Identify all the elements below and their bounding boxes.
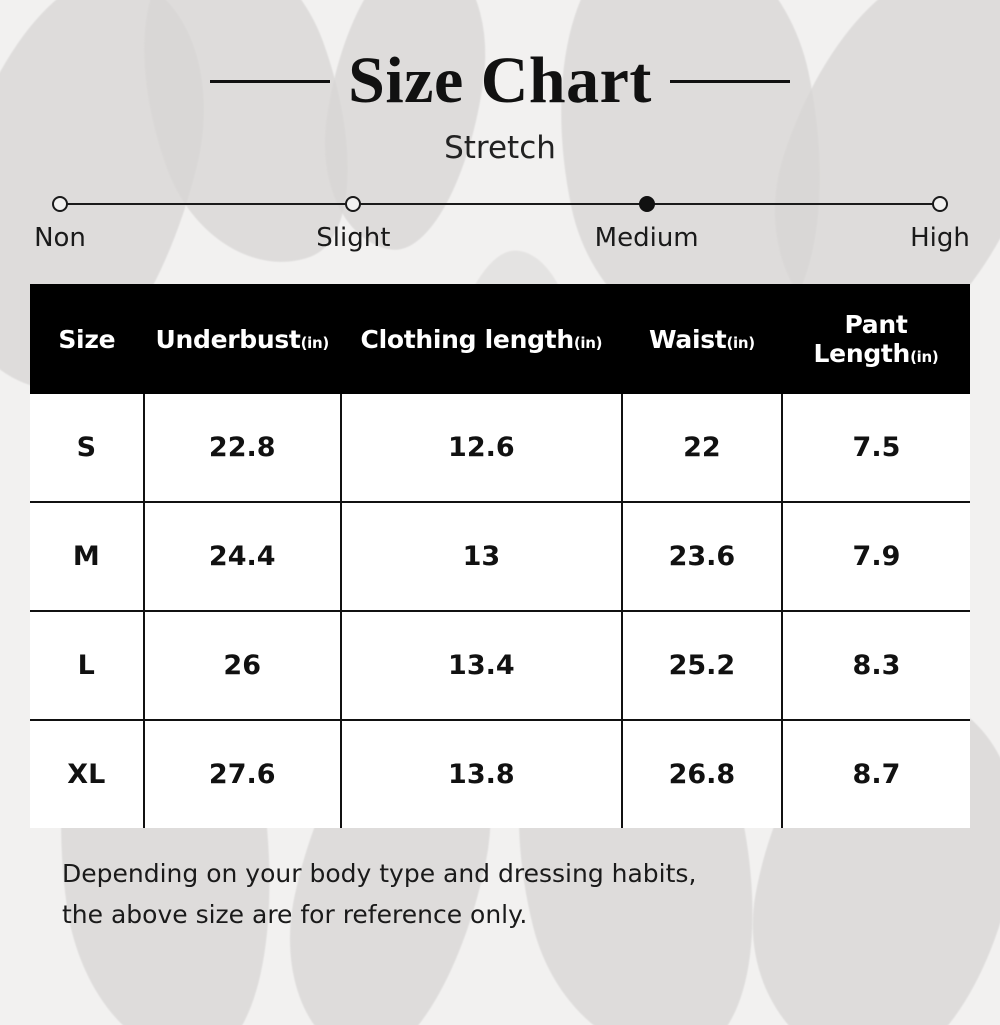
table-row — [30, 394, 970, 502]
footnote-line-2: the above size are for reference only. — [62, 899, 528, 929]
cell-clothing-length: 13 — [341, 502, 622, 611]
page-title — [0, 0, 1000, 117]
stretch-level-non — [30, 192, 90, 253]
column-header-label: Pant Length — [813, 310, 911, 368]
cell-pant-length: 7.5 — [782, 394, 970, 502]
column-header-unit: (in) — [573, 333, 603, 352]
column-header-unit: (in) — [726, 333, 755, 352]
column-header-label: Underbust — [155, 324, 301, 354]
cell-waist: 25.2 — [622, 611, 782, 720]
cell-clothing-length: 13.8 — [341, 720, 622, 828]
cell-clothing-length: 13.4 — [341, 611, 622, 720]
size-table — [30, 284, 970, 828]
table-header-row — [30, 284, 970, 394]
cell-underbust: 22.8 — [144, 394, 341, 502]
cell-size: XL — [30, 720, 144, 828]
stretch-level-label: High — [910, 223, 970, 253]
scale-dot-icon — [345, 196, 361, 212]
cell-clothing-length: 12.6 — [341, 394, 622, 502]
footnote — [62, 854, 1000, 935]
column-header-label: Size — [58, 324, 116, 354]
cell-underbust: 24.4 — [144, 502, 341, 611]
stretch-level-medium — [594, 192, 699, 253]
cell-underbust: 26 — [144, 611, 341, 720]
cell-waist: 23.6 — [622, 502, 782, 611]
column-header-waist — [622, 284, 782, 394]
stretch-level-label: Non — [34, 223, 86, 253]
column-header-unit: (in) — [300, 333, 329, 352]
size-table-wrapper — [30, 284, 970, 828]
table-row — [30, 720, 970, 828]
column-header-label: Clothing length — [360, 324, 574, 354]
cell-size: M — [30, 502, 144, 611]
scale-dot-icon — [52, 196, 68, 212]
scale-dot-icon — [932, 196, 948, 212]
column-header-clothing-length — [341, 284, 622, 394]
stretch-label: Stretch — [444, 130, 556, 166]
cell-pant-length: 8.3 — [782, 611, 970, 720]
column-header-unit: (in) — [910, 348, 939, 366]
footnote-line-1: Depending on your body type and dressing habits, — [62, 859, 697, 888]
table-body — [30, 394, 970, 828]
stretch-scale — [30, 192, 970, 262]
cell-waist: 22 — [622, 394, 782, 502]
cell-pant-length: 8.7 — [782, 720, 970, 828]
stretch-level-label: Medium — [594, 223, 699, 253]
cell-pant-length: 7.9 — [782, 502, 970, 611]
column-header-underbust — [144, 284, 341, 394]
table-row — [30, 502, 970, 611]
column-header-pant-length — [782, 284, 970, 394]
cell-size: L — [30, 611, 144, 720]
title-rule-right — [670, 80, 790, 83]
page-title-text: Size Chart — [348, 44, 652, 117]
title-rule-left — [210, 80, 330, 83]
column-header-label: Waist — [649, 324, 727, 354]
stretch-level-slight — [316, 192, 391, 253]
scale-dot-filled-icon — [639, 196, 655, 212]
stretch-level-label: Slight — [316, 223, 391, 253]
cell-size: S — [30, 394, 144, 502]
table-row — [30, 611, 970, 720]
cell-underbust: 27.6 — [144, 720, 341, 828]
column-header-size — [30, 284, 144, 394]
stretch-level-high — [910, 192, 970, 253]
cell-waist: 26.8 — [622, 720, 782, 828]
table-header — [30, 284, 970, 394]
